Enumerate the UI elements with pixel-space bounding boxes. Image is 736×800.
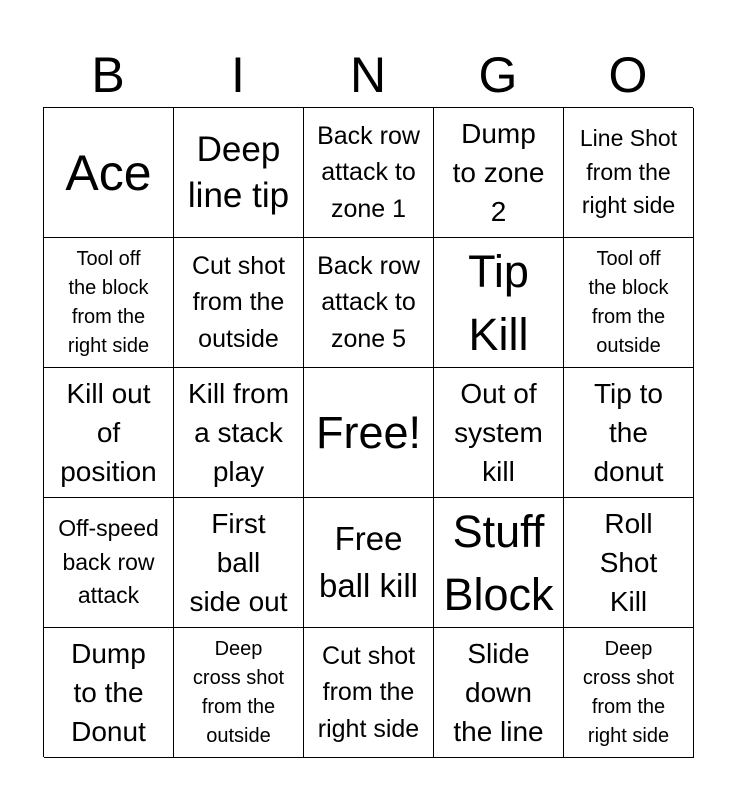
- cell-label: Tip Kill: [468, 245, 529, 360]
- header-letter-i: I: [231, 47, 245, 103]
- cell-label: Deep line tip: [187, 130, 290, 215]
- bingo-cell-r1c3[interactable]: [304, 108, 434, 238]
- cell-label: Cut shot from the outside: [191, 252, 286, 353]
- cell-label: Dump to the Donut: [71, 637, 146, 748]
- cell-label: Tool off the block from the right side: [67, 247, 150, 357]
- bingo-cell-r5c1[interactable]: [44, 628, 174, 758]
- cell-label: Tool off the block from the outside: [588, 247, 669, 357]
- cell-label: Kill from a stack play: [187, 377, 290, 488]
- cell-label: Kill out of position: [60, 377, 157, 488]
- bingo-cell-r3c4[interactable]: [434, 368, 564, 498]
- bingo-cell-r1c5[interactable]: [564, 108, 694, 238]
- bingo-header: [43, 44, 693, 106]
- cell-label: Dump to zone 2: [452, 117, 545, 228]
- bingo-cell-r2c2[interactable]: [174, 238, 304, 368]
- bingo-cell-r2c5[interactable]: [564, 238, 694, 368]
- bingo-cell-r5c3[interactable]: [304, 628, 434, 758]
- bingo-cell-r5c5[interactable]: [564, 628, 694, 758]
- cell-label: Tip to the donut: [593, 377, 664, 488]
- cell-label: Off-speed back row attack: [58, 515, 159, 609]
- cell-label: Free!: [315, 407, 422, 458]
- bingo-cell-r3c1[interactable]: [44, 368, 174, 498]
- bingo-cell-r1c1[interactable]: [44, 108, 174, 238]
- bingo-cell-r1c2[interactable]: [174, 108, 304, 238]
- cell-label: Roll Shot Kill: [599, 507, 658, 618]
- bingo-cell-r3c5[interactable]: [564, 368, 694, 498]
- bingo-cell-r2c3[interactable]: [304, 238, 434, 368]
- bingo-cell-r4c3[interactable]: [304, 498, 434, 628]
- cell-label: Ace: [65, 144, 152, 201]
- bingo-cell-r2c1[interactable]: [44, 238, 174, 368]
- header-letter-n: N: [349, 47, 387, 103]
- cell-label: Back row attack to zone 1: [317, 122, 420, 223]
- bingo-cell-r1c4[interactable]: [434, 108, 564, 238]
- bingo-grid: [43, 107, 693, 757]
- bingo-cell-r3c2[interactable]: [174, 368, 304, 498]
- cell-label: Deep cross shot from the outside: [192, 637, 285, 747]
- cell-label: Free ball kill: [318, 520, 419, 604]
- cell-label: Cut shot from the right side: [317, 642, 420, 743]
- cell-label: Deep cross shot from the right side: [582, 637, 675, 747]
- cell-label: Back row attack to zone 5: [317, 252, 420, 353]
- cell-label: Out of system kill: [454, 377, 543, 488]
- bingo-cell-r4c1[interactable]: [44, 498, 174, 628]
- bingo-cell-r5c4[interactable]: [434, 628, 564, 758]
- bingo-cell-r3c3-free[interactable]: [304, 368, 434, 498]
- cell-label: Stuff Block: [443, 505, 554, 620]
- header-letter-b: B: [91, 47, 125, 103]
- cell-label: Line Shot from the right side: [579, 125, 678, 219]
- bingo-cell-r4c5[interactable]: [564, 498, 694, 628]
- cell-label: Slide down the line: [453, 637, 544, 748]
- cell-label: First ball side out: [189, 507, 288, 618]
- header-letter-g: G: [478, 47, 518, 103]
- bingo-cell-r2c4[interactable]: [434, 238, 564, 368]
- bingo-cell-r4c2[interactable]: [174, 498, 304, 628]
- header-letter-o: O: [608, 47, 648, 103]
- bingo-cell-r5c2[interactable]: [174, 628, 304, 758]
- bingo-cell-r4c4[interactable]: [434, 498, 564, 628]
